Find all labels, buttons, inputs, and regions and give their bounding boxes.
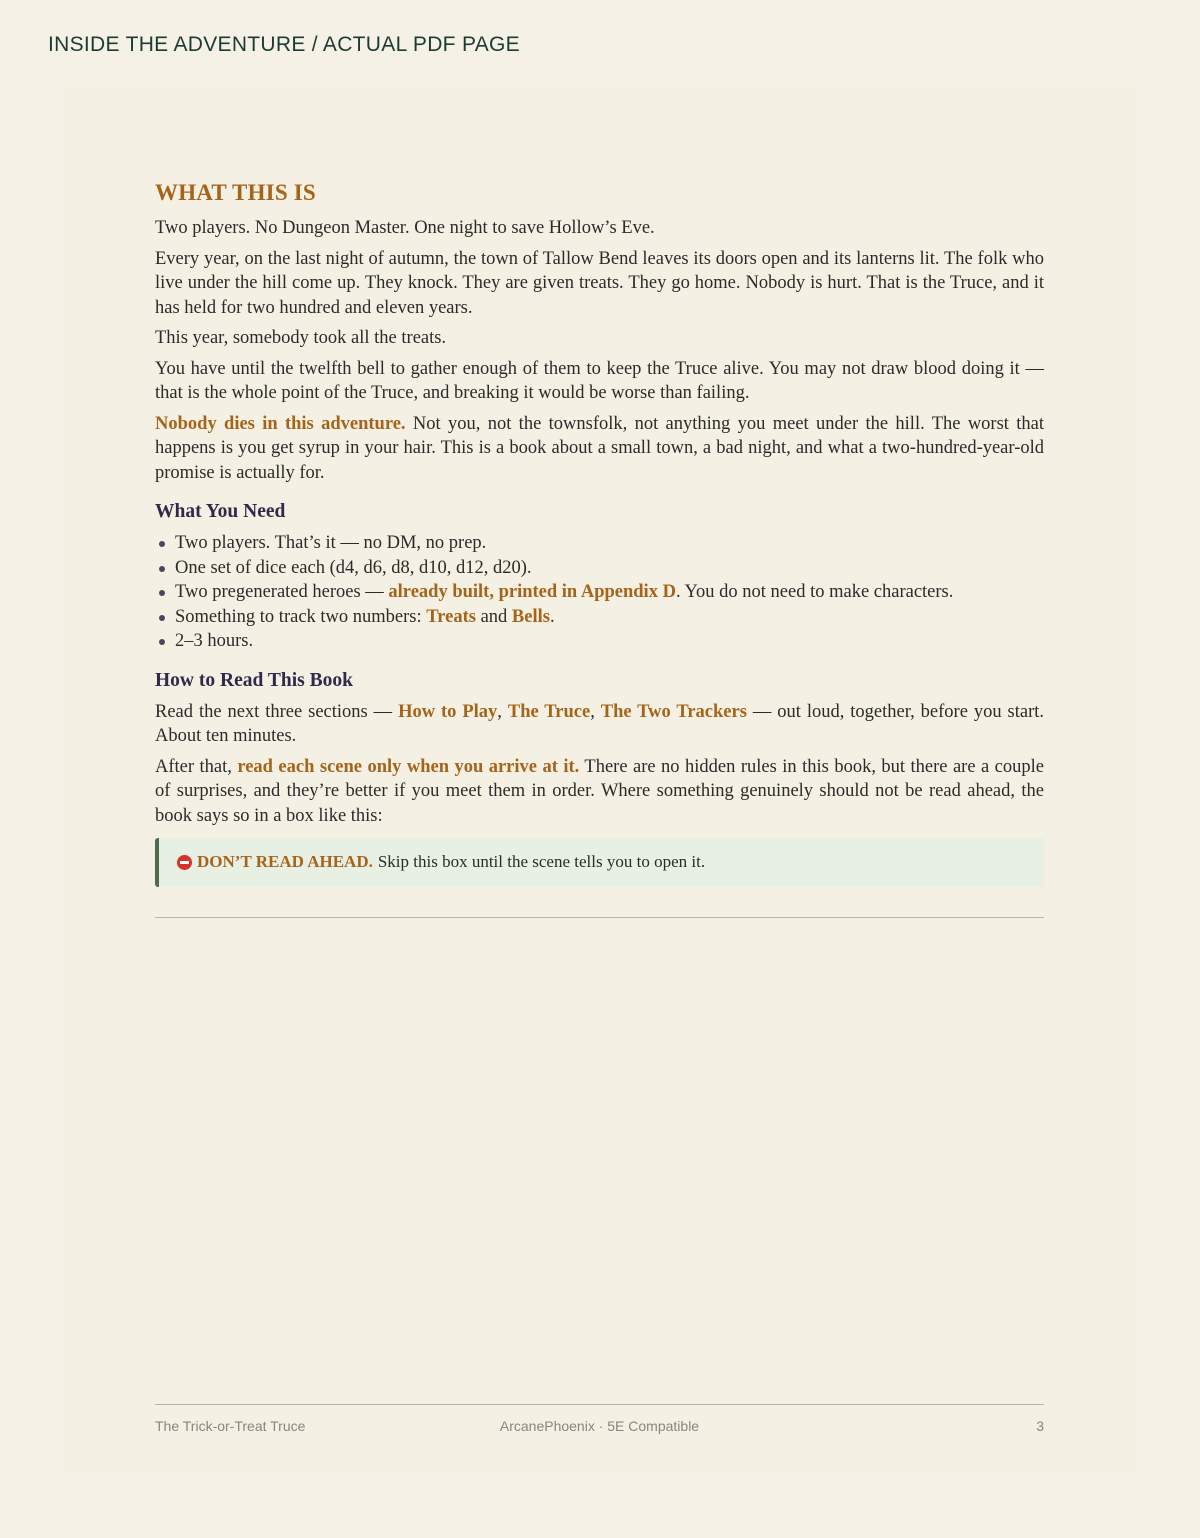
top-label: INSIDE THE ADVENTURE / ACTUAL PDF PAGE [48, 33, 520, 56]
what-you-need-heading: What You Need [155, 501, 286, 522]
footer-book-title: The Trick-or-Treat Truce [155, 1418, 306, 1434]
intro-paragraph-5 [155, 412, 1044, 486]
footer-divider [155, 1404, 1044, 1405]
highlight-text: Treats [426, 606, 476, 627]
page-content [155, 180, 1044, 918]
callout-text: Skip this box until the scene tells you to open it. [377, 852, 706, 871]
list-item: 2–3 hours. [175, 629, 1044, 654]
dont-read-ahead-callout [155, 838, 1044, 887]
callout-title: DON’T READ AHEAD. [197, 852, 373, 871]
list-item: One set of dice each (d4, d6, d8, d10, d12, d20). [175, 556, 1044, 581]
highlight-text: The Two Trackers [600, 701, 747, 722]
highlight-text: Nobody dies in this adventure. [155, 413, 406, 434]
read-paragraph-1: Read the next three sections — How to Play, The Truce, The Two Trackers — out loud, together, before you start. About ten minutes. [155, 701, 1045, 746]
highlight-text: read each scene only when you arrive at it. [237, 756, 580, 777]
list-item: Two players. That’s it — no DM, no prep. [175, 531, 1044, 556]
intro-paragraph-2: Every year, on the last night of autumn, the town of Tallow Bend leaves its doors open and its lanterns lit. The folk who live under the hill come up. They knock. They are given treats. They go home. Nobody is hurt. That is the Truce, and it has held for two hundred and eleven years. [155, 248, 1044, 318]
section-title: WHAT THIS IS [155, 180, 316, 205]
read-paragraph-2: After that, read each scene only when you arrive at it. There are no hidden rules in this book, but there are a couple of surprises, and they’re better if you meet them in order. Where something genuinely should not be read ahead, the book says so in a box like this: [155, 756, 1044, 826]
page-number: 3 [1036, 1418, 1044, 1434]
highlight-text: already built, printed in Appendix D [388, 582, 676, 602]
footer-publisher: ArcanePhoenix · 5E Compatible [499, 1418, 700, 1434]
highlight-text: How to Play [398, 701, 498, 722]
how-to-read-heading: How to Read This Book [155, 669, 353, 691]
needs-list [155, 531, 1044, 654]
highlight-text: Bells [511, 606, 550, 627]
list-item: Two pregenerated heroes — already built, printed in Appendix D. You do not need to make characters. [175, 580, 1044, 605]
pdf-page [58, 82, 1138, 1477]
section-divider [155, 917, 1044, 918]
intro-paragraph-3: This year, somebody took all the treats. [155, 328, 447, 348]
intro-paragraph-4: You have until the twelfth bell to gather enough of them to keep the Truce alive. You may not draw blood doing it — that is the whole point of the Truce, and breaking it would be worse than failing. [155, 358, 1044, 403]
paragraph-text: Not you, not the townsfolk, not anything you meet under the hill. The worst that happens is you get syrup in your hair. This is a book about a small town, a bad night, and what a two-hundred-year-old promise is actually for. [155, 413, 1045, 483]
intro-paragraph-1: Two players. No Dungeon Master. One night to save Hollow’s Eve. [155, 218, 655, 238]
highlight-text: The Truce [507, 701, 591, 722]
list-item: Something to track two numbers: Treats and Bells. [175, 605, 1044, 630]
no-entry-icon [177, 855, 192, 870]
